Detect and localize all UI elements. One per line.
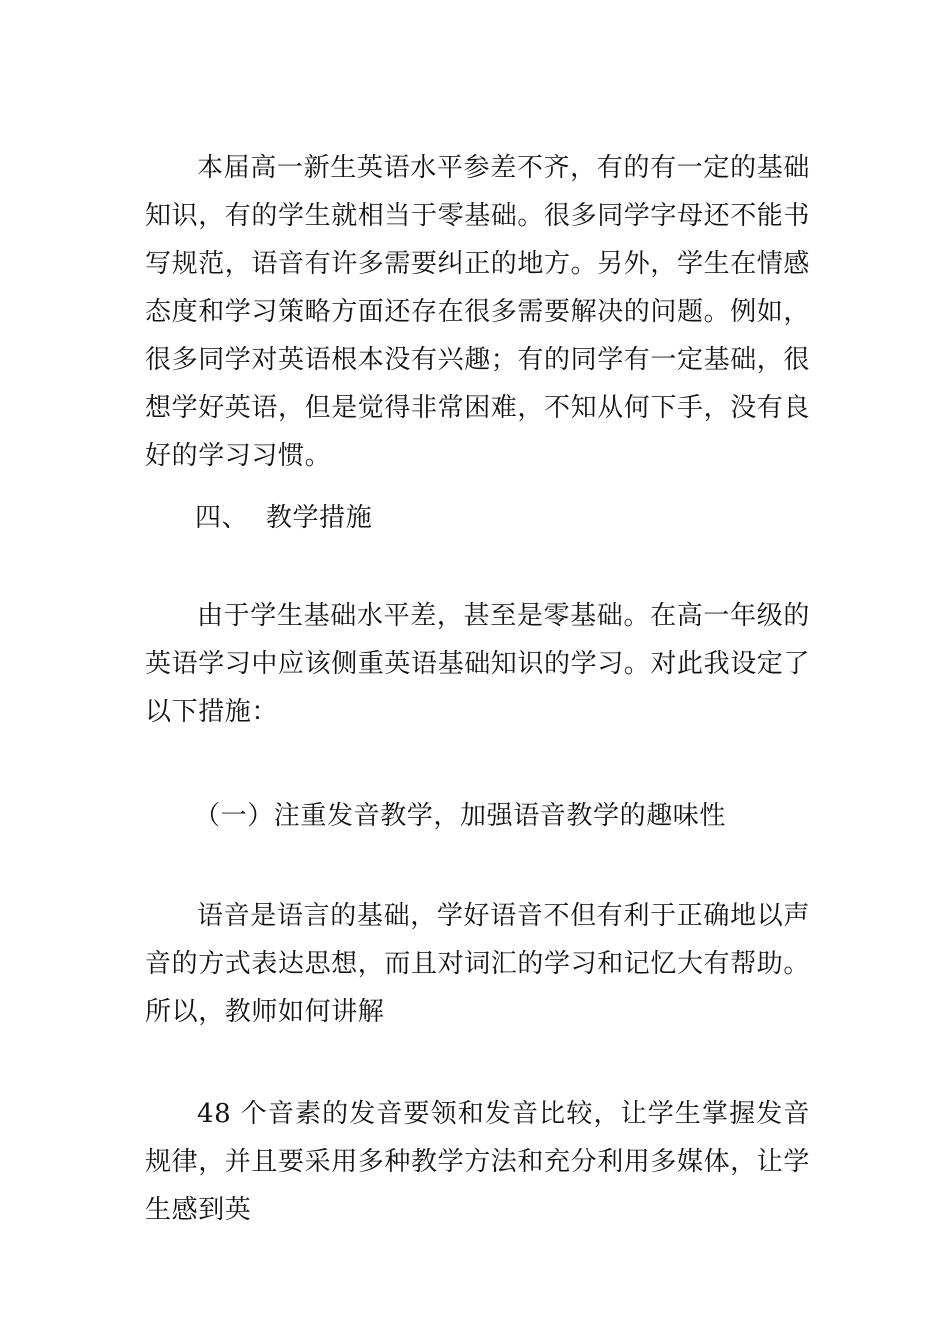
paragraph-phonetics-foundation: 语音是语言的基础，学好语音不但有利于正确地以声音的方式表达思想，而且对词汇的学习和记忆大有帮助。所以，教师如何讲解 xyxy=(145,901,811,1027)
subheading-pronunciation-teaching: （一）注重发音教学，加强语音教学的趣味性 xyxy=(194,801,727,831)
paragraph-student-level: 本届高一新生英语水平参差不齐，有的有一定的基础知识，有的学生就相当于零基础。很多同学字母还不能书写规范，语音有许多需要纠正的地方。另外，学生在情感态度和学习策略方面还存在很多需要解决的问题。例如，很多同学对英语根本没有兴趣；有的同学有一定基础，很想学好英语，但是觉得非常困难，不知从何下手，没有良好的学习习惯。 xyxy=(145,153,811,471)
paragraph-phonemes: 48 个音素的发音要领和发音比较，让学生掌握发音规律，并且要采用多种教学方法和充分利用多媒体，让学生感到英 xyxy=(145,1099,811,1225)
section-heading-teaching-measures: 四、 教学措施 xyxy=(195,503,373,533)
paragraph-measures-intro: 由于学生基础水平差，甚至是零基础。在高一年级的英语学习中应该侧重英语基础知识的学习。对此我设定了以下措施： xyxy=(145,601,811,727)
